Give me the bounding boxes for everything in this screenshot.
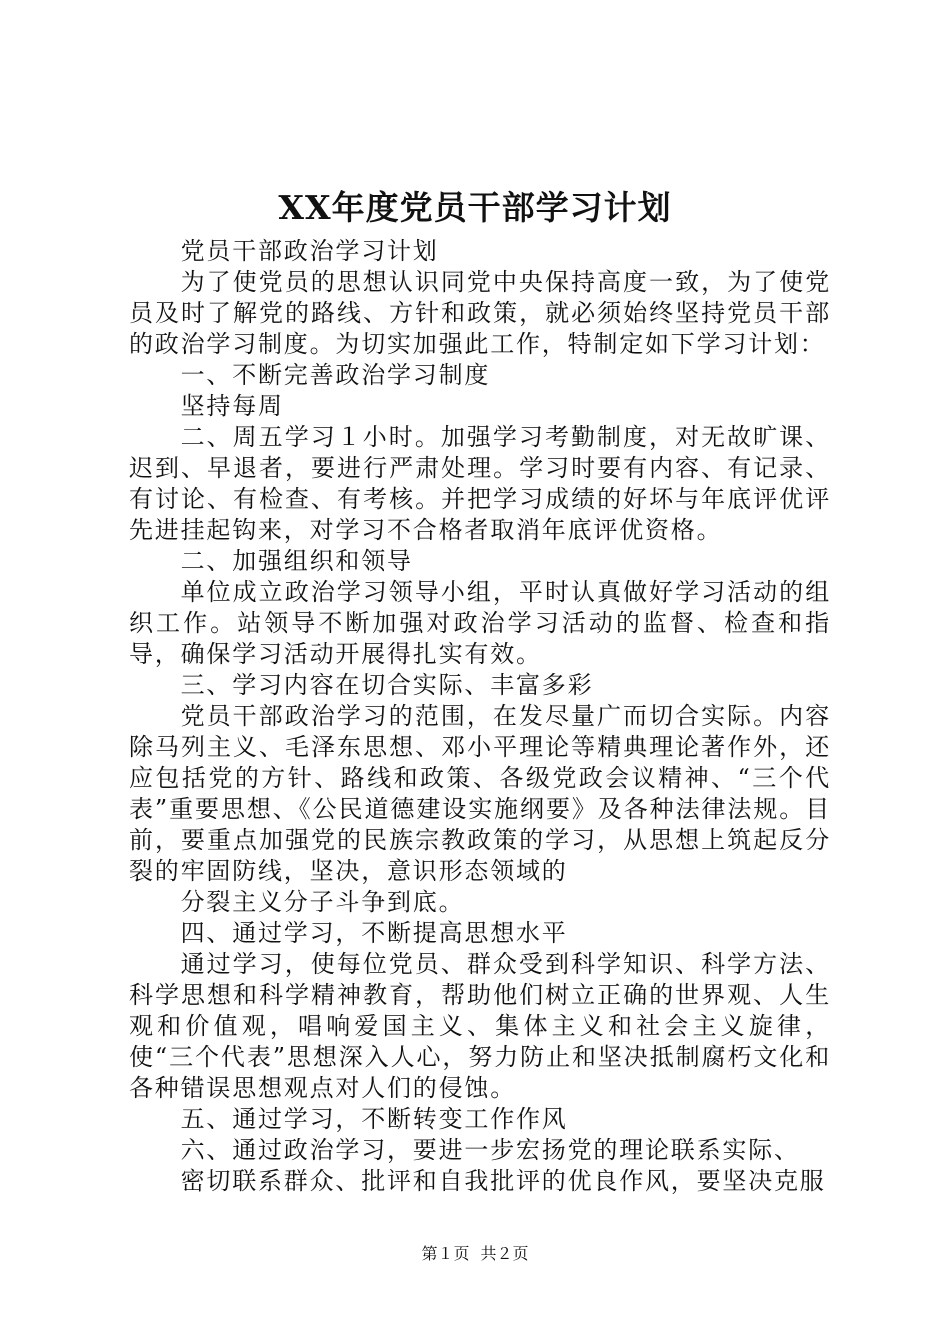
page-total: 共２页 <box>480 1244 529 1263</box>
intro-paragraph: 为了使党员的思想认识同党中央保持高度一致，为了使党员及时了解党的路线、方针和政策，就必须始终坚持党员干部的政治学习制度。为切实加强此工作，特制定如下学习计划： <box>129 268 831 358</box>
document-title: XX年度党员干部学习计划 <box>278 188 672 227</box>
body-paragraph: 二、周五学习１小时。加强学习考勤制度，对无故旷课、迟到、早退者，要进行严肃处理。学习时要有内容、有记录、有讨论、有检查、有考核。并把学习成绩的好坏与年底评优评先进挂起钩来，对学习不合格者取消年底评优资格。 <box>129 423 831 544</box>
body-paragraph: 坚持每周 <box>180 392 284 420</box>
body-paragraph: 密切联系群众、批评和自我批评的优良作风，要坚决克服 <box>180 1167 826 1195</box>
document-body <box>129 236 831 1197</box>
section-heading-1: 一、不断完善政治学习制度 <box>180 361 491 389</box>
body-paragraph: 通过学习，使每位党员、群众受到科学知识、科学方法、科学思想和科学精神教育，帮助他们树立正确的世界观、人生观和价值观，唱响爱国主义、集体主义和社会主义旋律，使“三个代表”思想深入人心，努力防止和坚决抵制腐朽文化和各种错误思想观点对人们的侵蚀。 <box>129 950 831 1102</box>
subtitle-paragraph: 党员干部政治学习计划 <box>180 237 439 265</box>
section-heading-5: 五、通过学习，不断转变工作作风 <box>180 1105 568 1133</box>
body-paragraph: 党员干部政治学习的范围，在发尽量广而切合实际。内容除马列主义、毛泽东思想、邓小平理论等精典理论著作外，还应包括党的方针、路线和政策、各级党政会议精神、“三个代表”重要思想、《公民道德建设实施纲要》及各种法律法规。目前，要重点加强党的民族宗教政策的学习，从思想上筑起反分裂的牢固防线，坚决，意识形态领域的 <box>129 702 831 885</box>
section-heading-3: 三、学习内容在切合实际、丰富多彩 <box>180 671 594 699</box>
body-paragraph: 单位成立政治学习领导小组，平时认真做好学习活动的组织工作。站领导不断加强对政治学习活动的监督、检查和指导，确保学习活动开展得扎实有效。 <box>129 578 831 668</box>
body-paragraph: 分裂主义分子斗争到底。 <box>180 888 465 916</box>
section-heading-4: 四、通过学习，不断提高思想水平 <box>180 919 568 947</box>
section-heading-2: 二、加强组织和领导 <box>180 547 413 575</box>
page-footer <box>0 1243 950 1265</box>
section-heading-6: 六、通过政治学习，要进一步宏扬党的理论联系实际、 <box>180 1136 800 1164</box>
page-number: 第１页 <box>421 1244 470 1263</box>
